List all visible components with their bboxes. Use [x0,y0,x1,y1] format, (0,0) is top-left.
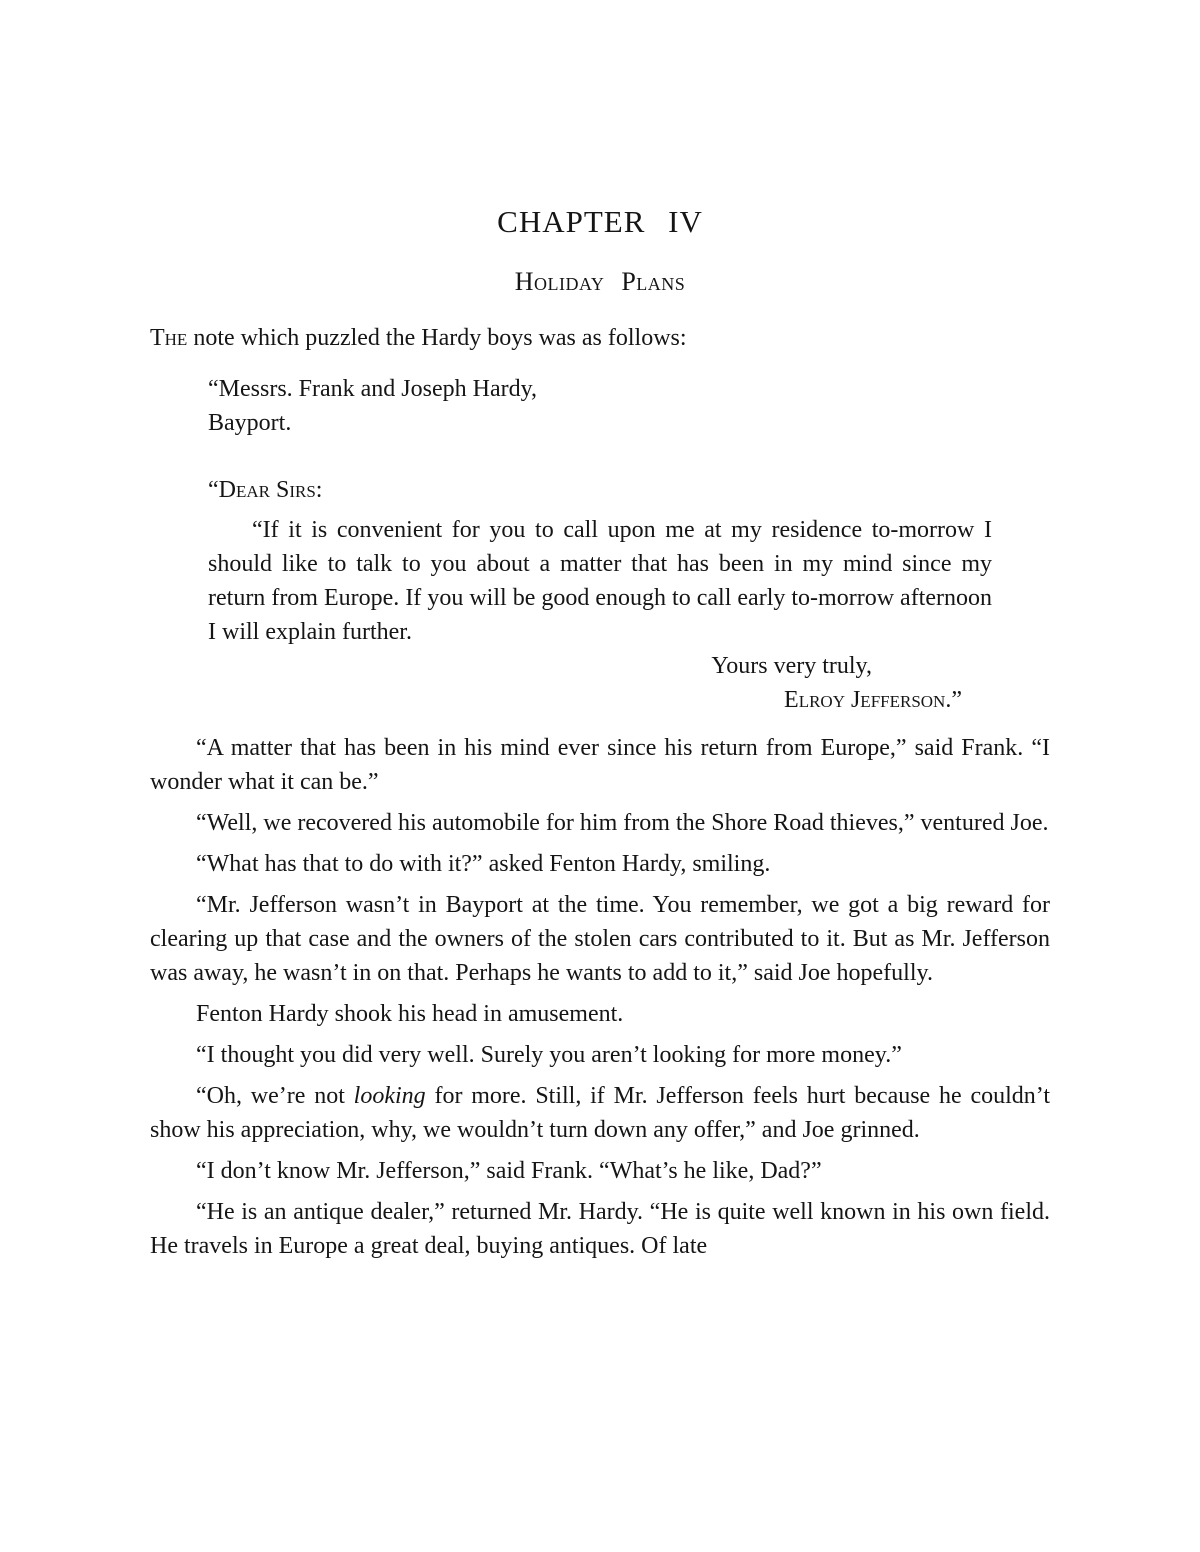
dialogue-paragraph-7-post: for more. Still, if Mr. Jefferson feels hurt because he couldn’t show his appreciation, why, we wouldn’t turn down any offer,” and Joe grinned. [150,1083,1050,1143]
chapter-title: Holiday Plans [514,267,686,296]
opening-paragraph [150,321,1050,355]
opening-paragraph-text: note which puzzled the Hardy boys was as follows: [187,325,687,351]
dialogue-paragraph-9: “He is an antique dealer,” returned Mr. Hardy. “He is quite well known in his own field. He travels in Europe a great deal, buying antiques. Of late [150,1199,1050,1259]
letter-address-line-1: “Messrs. Frank and Joseph Hardy, [208,376,538,402]
dialogue-paragraph-3: “What has that to do with it?” asked Fenton Hardy, smiling. [196,851,771,877]
letter-body: “If it is convenient for you to call upon me at my residence to-morrow I should like to talk to you about a matter that has been in my mind since my return from Europe. If you will be good enough to call early to-morrow afternoon I will explain further. [208,517,992,645]
page-body [150,321,1050,1263]
dialogue-paragraph-2: “Well, we recovered his automobile for him from the Shore Road thieves,” ventured Joe. [196,810,1049,836]
chapter-heading: CHAPTER IV [497,204,703,239]
dialogue-paragraph-4: “Mr. Jefferson wasn’t in Bayport at the time. You remember, we got a big reward for clearing up that case and the owners of the stolen cars contributed to it. But as Mr. Jefferson was away, he wasn’t in on that. Perhaps he wants to add to it,” said Joe hopefully. [150,892,1050,986]
dialogue-paragraph-7 [150,1079,1050,1147]
dialogue-paragraph-8: “I don’t know Mr. Jefferson,” said Frank. “What’s he like, Dad?” [196,1158,822,1184]
letter-salutation: “Dear Sirs: [208,477,323,503]
letter-closing: Yours very truly, [711,653,872,679]
dialogue-paragraph-6: “I thought you did very well. Surely you aren’t looking for more money.” [196,1042,902,1068]
dialogue-paragraph-5: Fenton Hardy shook his head in amusement. [196,1001,624,1027]
letter-block [208,372,992,717]
dialogue-paragraph-7-pre: “Oh, we’re not [196,1083,354,1109]
dialogue-paragraph-1: “A matter that has been in his mind ever since his return from Europe,” said Frank. “I wonder what it can be.” [150,735,1050,795]
opening-lead-word: The [150,325,188,351]
dialogue-paragraph-7-italic-word: looking [353,1083,426,1109]
letter-address-line-2: Bayport. [208,410,292,436]
letter-signature: Elroy Jefferson.” [784,687,962,713]
